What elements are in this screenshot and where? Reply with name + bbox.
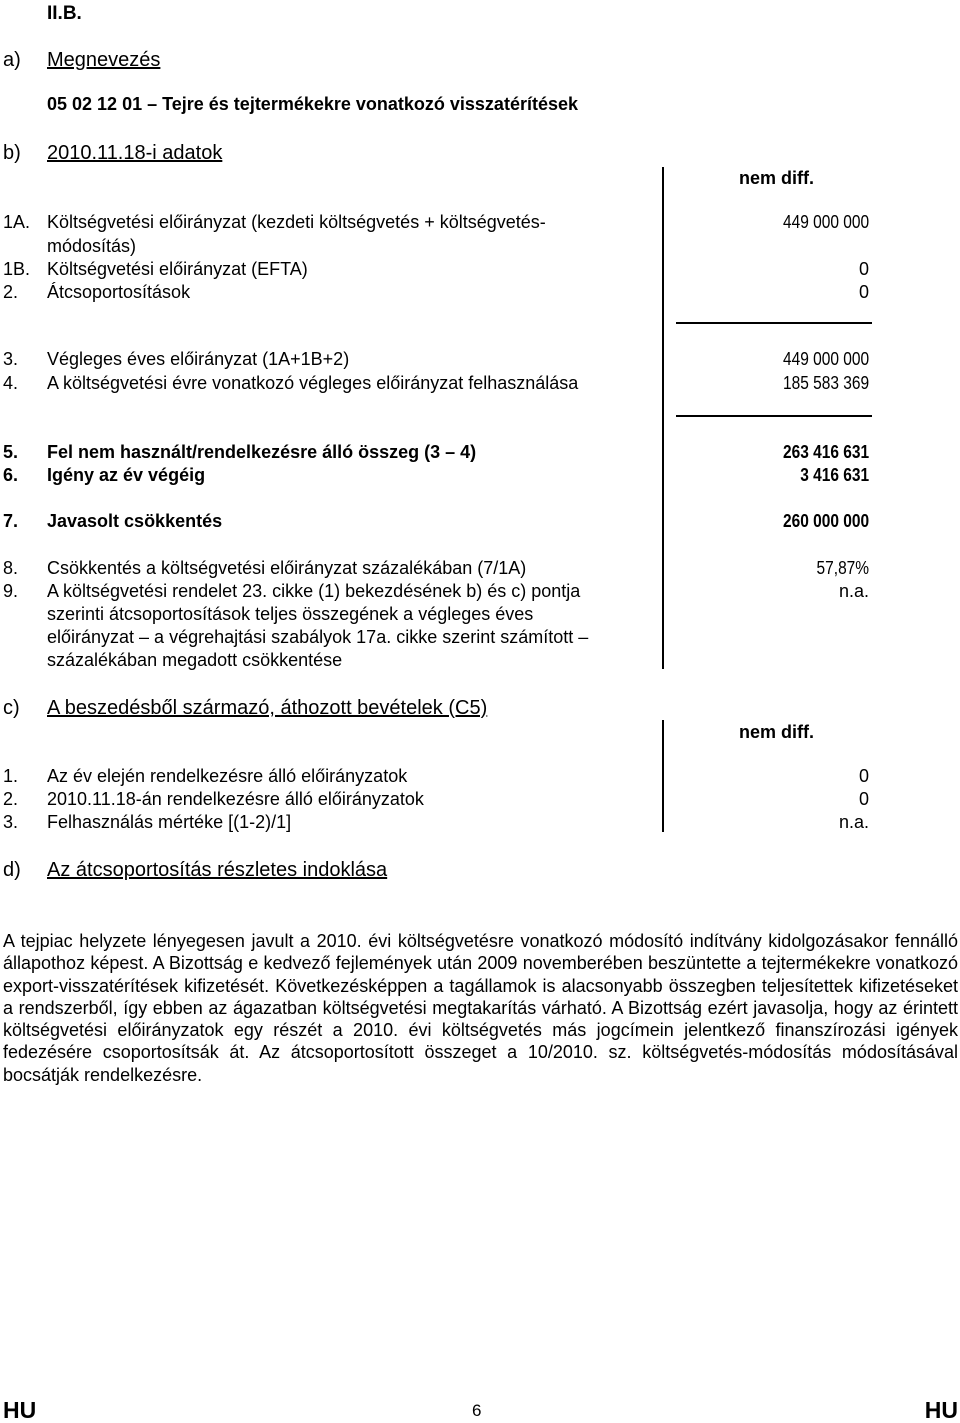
row-number: 3.	[3, 812, 19, 832]
row-value: n.a.	[838, 812, 869, 832]
table-b-column-header: nem diff.	[739, 168, 814, 188]
row-value: n.a.	[838, 581, 869, 601]
row-number: 2.	[3, 282, 19, 302]
footer-language-right: HU	[924, 1397, 958, 1423]
section-title: II.B.	[47, 3, 82, 24]
row-number: 8.	[3, 558, 19, 578]
section-b-heading: 2010.11.18-i adatok	[47, 142, 223, 164]
row-value: 0	[858, 789, 869, 809]
row-number: 9.	[3, 581, 19, 601]
section-a-heading: Megnevezés	[47, 49, 161, 71]
section-c-marker: c)	[3, 697, 20, 719]
row-label: Felhasználás mértéke [(1-2)/1]	[47, 812, 292, 832]
subtotal-rule	[676, 322, 872, 324]
page-number: 6	[472, 1401, 482, 1420]
row-label: Csökkentés a költségvetési előirányzat százalékában (7/1A)	[47, 558, 527, 578]
row-value: 449 000 000	[782, 349, 869, 369]
section-d-marker: d)	[3, 859, 21, 881]
table-b-divider	[662, 167, 664, 669]
row-number: 2.	[3, 789, 19, 809]
row-label: Fel nem használt/rendelkezésre álló összeg (3 – 4)	[47, 442, 477, 462]
row-label: A költségvetési évre vonatkozó végleges előirányzat felhasználása	[47, 373, 579, 393]
row-label-continued: módosítás)	[47, 236, 137, 256]
row-number: 6.	[3, 465, 19, 485]
row-label-line: A költségvetési rendelet 23. cikke (1) bekezdésének b) és c) pontja	[47, 581, 581, 601]
row-label-line: előirányzat – a végrehajtási szabályok 17a. cikke szerint számított –	[47, 627, 589, 647]
row-number: 3.	[3, 349, 19, 369]
row-number: 5.	[3, 442, 19, 462]
row-label: 2010.11.18-án rendelkezésre álló előirányzatok	[47, 789, 424, 809]
row-value: 263 416 631	[782, 442, 869, 462]
row-label: Az év elején rendelkezésre álló előirányzatok	[47, 766, 408, 786]
row-label: Költségvetési előirányzat (EFTA)	[47, 259, 308, 279]
row-label: Igény az év végéig	[47, 465, 206, 485]
section-d-heading: Az átcsoportosítás részletes indoklása	[47, 859, 388, 881]
justification-paragraph: A tejpiac helyzete lényegesen javult a 2010. évi költségvetésre vonatkozó módosító indítvány kidolgozásakor fennálló állapothoz képest. A Bizottság e kedvező fejlemények után 2009 novemberében beszüntette a tejtermékekre vonatkozó export-visszatérítések kifizetését. Következésképpen a tagállamok is alacsonyabb összegben teljesítettek kifizetéseket a rendszerből, így ebben az ágazatban költségvetési megtakarítás várható. A Bizottság ezért javasolja, hogy az érintett költségvetési előirányzatok egy részét a 2010. évi költségvetés más jogcímein jelentkező finanszírozási igények fedezésére csoportosítsák át. Az átcsoportosított összeget a 10/2010. sz. költségvetés-módosítás módosításával bocsátják rendelkezésre.	[3, 931, 958, 1085]
row-value: 3 416 631	[800, 465, 869, 485]
row-number: 1A.	[3, 212, 31, 232]
subtotal-rule	[676, 415, 872, 417]
row-number: 1.	[3, 766, 19, 786]
row-value: 449 000 000	[782, 212, 869, 232]
table-c-divider	[662, 720, 664, 832]
row-number: 4.	[3, 373, 19, 393]
section-c-heading: A beszedésből származó, áthozott bevételek (C5)	[47, 697, 488, 719]
row-label: Végleges éves előirányzat (1A+1B+2)	[47, 349, 350, 369]
table-c-column-header: nem diff.	[739, 722, 814, 742]
budget-line-title: 05 02 12 01 – Tejre és tejtermékekre vonatkozó visszatérítések	[47, 94, 578, 114]
row-value: 0	[858, 282, 869, 302]
row-value: 0	[858, 259, 869, 279]
row-number: 7.	[3, 511, 19, 531]
row-value: 260 000 000	[782, 511, 869, 531]
row-label-line: szerinti átcsoportosítások teljes összegének a végleges éves	[47, 604, 534, 624]
section-a-marker: a)	[3, 49, 21, 71]
row-label: Javasolt csökkentés	[47, 511, 223, 531]
row-value: 185 583 369	[782, 373, 869, 393]
row-value: 0	[858, 766, 869, 786]
row-value: 57,87%	[816, 558, 869, 578]
row-label: Költségvetési előirányzat (kezdeti költségvetés + költségvetés-	[47, 212, 546, 232]
row-number: 1B.	[3, 259, 31, 279]
row-label: Átcsoportosítások	[47, 282, 191, 302]
section-b-marker: b)	[3, 142, 21, 164]
row-label-line: százalékában megadott csökkentése	[47, 650, 343, 670]
footer-language-left: HU	[3, 1397, 37, 1423]
